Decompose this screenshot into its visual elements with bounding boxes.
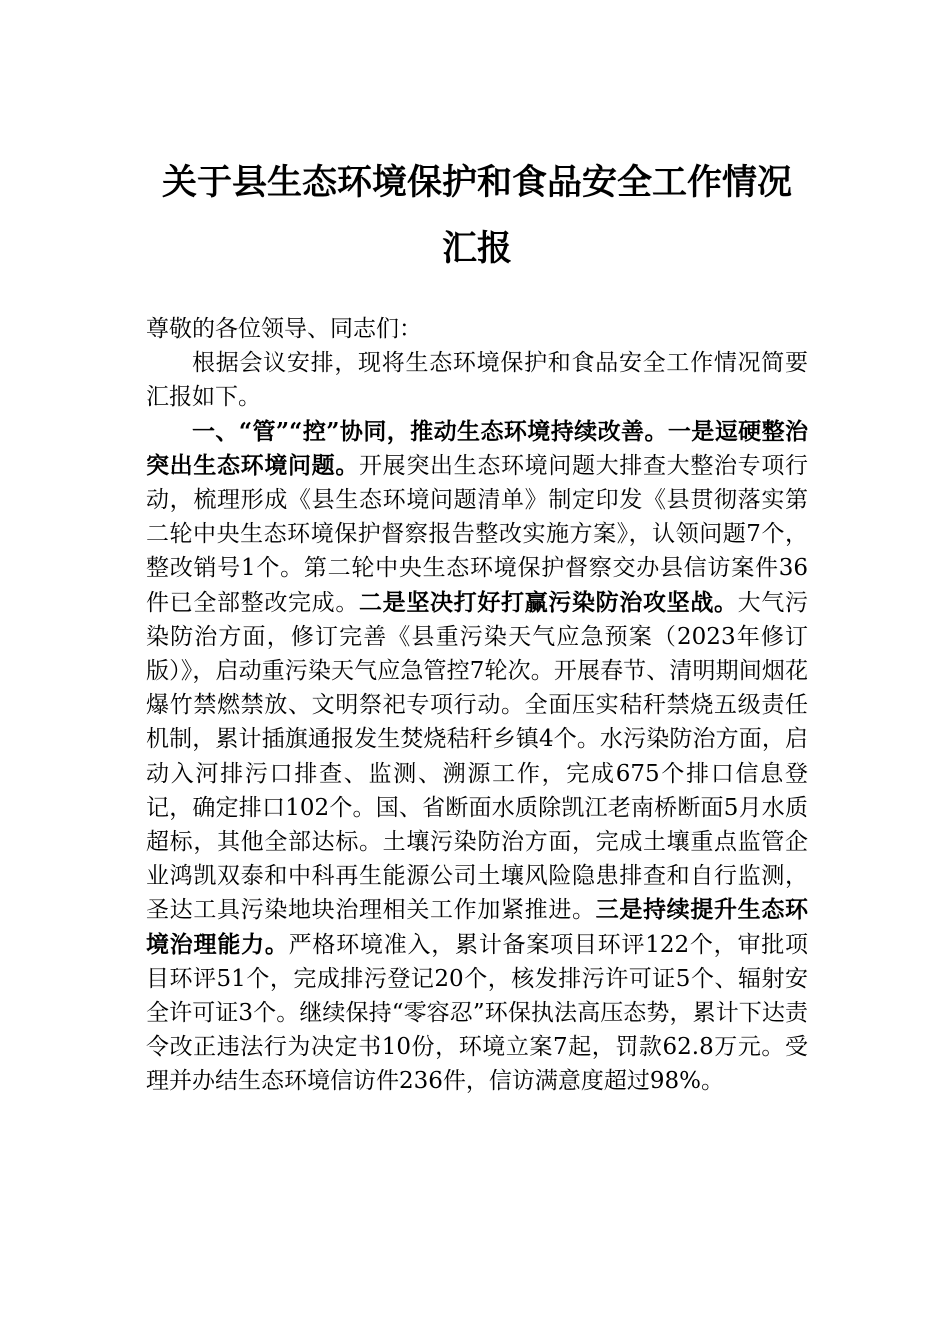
point2-heading: 二是坚决打好打赢污染防治攻坚战。 [359,588,738,616]
point3-text: 严格环境准入，累计备案项目环评122个，审批项目环评51个，完成排污登记20个，核发排污许可证5个、辐射安全许可证3个。继续保持“零容忍”环保执法高压态势，累计下达责令改正违法行为决定书10份，环境立案7起，罚款62.8万元。受理并办结生态环境信访件236件，信访满意度超过98%。 [146,931,808,1095]
document-title [146,150,808,282]
intro-paragraph: 根据会议安排，现将生态环境保护和食品安全工作情况简要汇报如下。 [146,350,808,411]
salutation: 尊敬的各位领导、同志们： [146,316,422,342]
title-line-2: 汇报 [441,228,512,269]
section1-heading: 一、“管”“控”协同，推动生态环境持续改善。 [192,417,668,445]
document-body [146,312,808,1099]
section1-paragraph [146,415,808,1099]
point2-text: 大气污染防治方面，修订完善《县重污染天气应急预案（2023年修订版）》，启动重污染天气应急管控7轮次。开展春节、清明期间烟花爆竹禁燃禁放、文明祭祀专项行动。全面压实秸秆禁烧五级责任机制，累计插旗通报发生焚烧秸秆乡镇4个。水污染防治方面，启动入河排污口排查、监测、溯源工作，完成675个排口信息登记，确定排口102个。国、省断面水质除凯江老南桥断面5月水质超标，其他全部达标。土壤污染防治方面，完成土壤重点监管企业鸿凯双泰和中科再生能源公司土壤风险隐患排查和自行监测，圣达工具污染地块治理相关工作加紧推进。 [146,589,809,924]
point3-heading: 三是持续提升生态环境治理能力。 [146,896,809,958]
title-line-1: 关于县生态环境保护和食品安全工作情况 [161,162,792,203]
point1-text: 开展突出生态环境问题大排查大整治专项行动，梳理形成《县生态环境问题清单》制定印发《县贯彻落实第二轮中央生态环境保护督察报告整改实施方案》，认领问题7个，整改销号1个。第二轮中央生态环境保护督察交办县信访案件36件已全部整改完成。 [146,452,809,616]
point1-heading: 一是逗硬整治突出生态环境问题。 [146,417,809,479]
document-page [146,150,808,1099]
